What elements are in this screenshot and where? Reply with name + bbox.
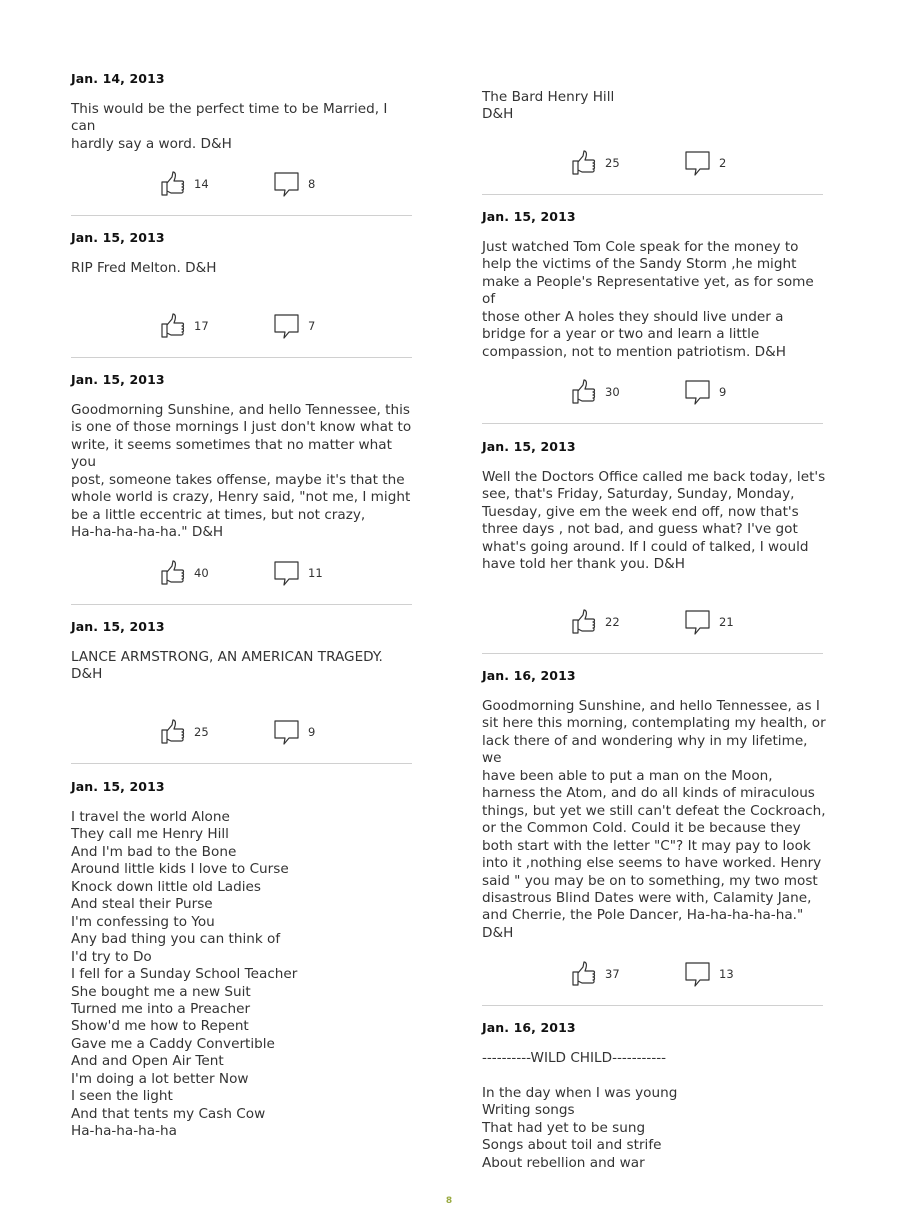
comment-count: 8	[308, 177, 316, 191]
post-date: Jan. 16, 2013	[482, 668, 576, 683]
comment-icon[interactable]	[684, 149, 712, 177]
post-divider	[482, 1005, 823, 1006]
post-text: Just watched Tom Cole speak for the money to help the victims of the Sandy Storm ,he might make a People's Representative yet, as for some of those other A holes they should live under a bridge for a year or two and learn a little compassion, not to mention patriotism. D&H	[482, 239, 814, 360]
post-divider	[482, 194, 823, 195]
post-date: Jan. 15, 2013	[71, 779, 165, 794]
comment-icon[interactable]	[273, 312, 301, 340]
post-text: Goodmorning Sunshine, and hello Tennessee, as I sit here this morning, contemplating my health, or lack there of and wondering why in my lifetime, we have been able to put a man on the Moon, harness the Atom, and do all kinds of miraculous things, but yet we still can't defeat the Cockroach, or the Common Cold. Could it be because they both start with the letter "C"? It may pay to look into it ,nothing else seems to have worked. Henry said " you may be on to something, my two most disastrous Blind Dates were with, Calamity Jane, and Cherrie, the Pole Dancer, Ha-ha-ha-ha-ha." D&H	[482, 698, 826, 941]
post-divider	[71, 604, 412, 605]
post-date: Jan. 16, 2013	[482, 1020, 576, 1035]
like-count: 37	[605, 967, 620, 981]
thumbs-up-icon[interactable]	[159, 559, 187, 587]
post-actions	[482, 149, 823, 179]
post-text: Well the Doctors Office called me back today, let's see, that's Friday, Saturday, Sunday, Monday, Tuesday, give em the week end off, now that's three days , not bad, and guess what? I've got what's going around. If I could of talked, I would have told her thank you. D&H	[482, 469, 826, 573]
post-actions	[482, 378, 823, 408]
comment-count: 7	[308, 319, 316, 333]
thumbs-up-icon[interactable]	[159, 718, 187, 746]
post-text: I travel the world Alone They call me Henry Hill And I'm bad to the Bone Around little kids I love to Curse Knock down little old Ladies And steal their Purse I'm confessing to You Any bad thing you can think of I'd try to Do I fell for a Sunday School Teacher She bought me a new Suit Turned me into a Preacher Show'd me how to Repent Gave me a Caddy Convertible And and Open Air Tent I'm doing a lot better Now I seen the light And that tents my Cash Cow Ha-ha-ha-ha-ha	[71, 809, 298, 1140]
post-divider	[482, 653, 823, 654]
comment-icon[interactable]	[684, 960, 712, 988]
post-date: Jan. 15, 2013	[482, 439, 576, 454]
like-count: 17	[194, 319, 209, 333]
comment-count: 9	[719, 385, 727, 399]
page-number: 8	[445, 1196, 453, 1206]
post-date: Jan. 15, 2013	[71, 619, 165, 634]
post-date: Jan. 14, 2013	[71, 71, 165, 86]
post-text: Goodmorning Sunshine, and hello Tennessee, this is one of those mornings I just don't know what to write, it seems sometimes that no matter what you post, someone takes offense, maybe it's that the whole world is crazy, Henry said, "not me, I might be a little eccentric at times, but not crazy, Ha-ha-ha-ha-ha." D&H	[71, 402, 412, 541]
comment-icon[interactable]	[273, 718, 301, 746]
comment-count: 13	[719, 967, 734, 981]
post-text: ----------WILD CHILD----------- In the day when I was young Writing songs That had yet to be sung Songs about toil and strife About rebellion and war	[482, 1050, 678, 1171]
comment-icon[interactable]	[684, 378, 712, 406]
like-count: 25	[605, 156, 620, 170]
post-actions	[482, 608, 823, 638]
post-date: Jan. 15, 2013	[71, 230, 165, 245]
thumbs-up-icon[interactable]	[570, 960, 598, 988]
post-text: The Bard Henry Hill D&H	[482, 89, 615, 123]
like-count: 30	[605, 385, 620, 399]
post-divider	[71, 357, 412, 358]
post-divider	[482, 423, 823, 424]
post-divider	[71, 763, 412, 764]
like-count: 40	[194, 566, 209, 580]
like-count: 14	[194, 177, 209, 191]
comment-count: 9	[308, 725, 316, 739]
post-text: LANCE ARMSTRONG, AN AMERICAN TRAGEDY. D&H	[71, 649, 383, 683]
thumbs-up-icon[interactable]	[570, 608, 598, 636]
comment-count: 11	[308, 566, 323, 580]
post-actions	[71, 312, 412, 342]
post-actions	[71, 170, 412, 200]
post-text: RIP Fred Melton. D&H	[71, 260, 217, 276]
thumbs-up-icon[interactable]	[159, 312, 187, 340]
post-date: Jan. 15, 2013	[71, 372, 165, 387]
comment-count: 21	[719, 615, 734, 629]
post-actions	[71, 559, 412, 589]
post-actions	[71, 718, 412, 748]
post-date: Jan. 15, 2013	[482, 209, 576, 224]
post-text: This would be the perfect time to be Married, I can hardly say a word. D&H	[71, 101, 388, 152]
thumbs-up-icon[interactable]	[159, 170, 187, 198]
thumbs-up-icon[interactable]	[570, 378, 598, 406]
like-count: 22	[605, 615, 620, 629]
thumbs-up-icon[interactable]	[570, 149, 598, 177]
comment-icon[interactable]	[684, 608, 712, 636]
comment-icon[interactable]	[273, 559, 301, 587]
post-actions	[482, 960, 823, 990]
comment-count: 2	[719, 156, 727, 170]
comment-icon[interactable]	[273, 170, 301, 198]
like-count: 25	[194, 725, 209, 739]
post-divider	[71, 215, 412, 216]
